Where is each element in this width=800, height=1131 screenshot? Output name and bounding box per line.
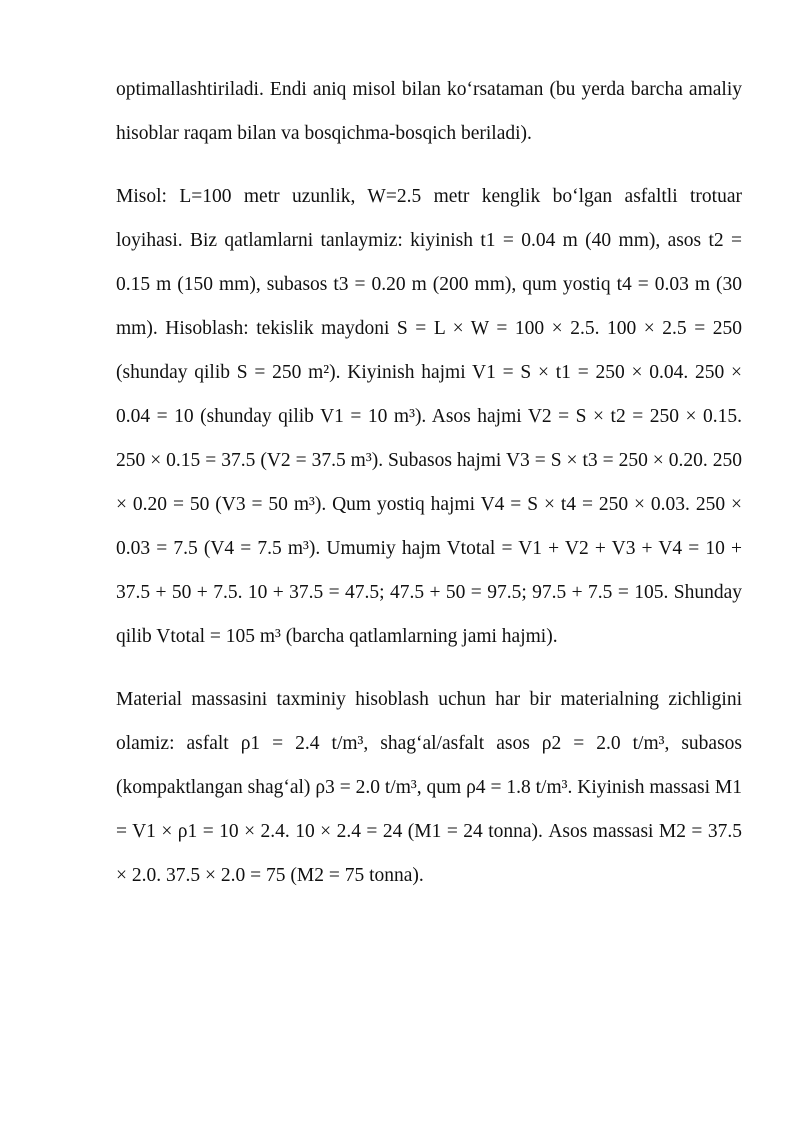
paragraph-material-mass: Material massasini taxminiy hisoblash uchun har bir materialning zichligini olamiz: asfalt ρ1 = 2.4 t/m³, shag‘al/asfalt asos ρ2 = 2.0 t/m³, subasos (kompaktlangan shag‘al) ρ3 = 2.0 t/m³, qum ρ4 = 1.8 t/m³. Kiyinish massasi M1 = V1 × ρ1 = 10 × 2.4. 10 × 2.4 = 24 (M1 = 24 tonna). Asos massasi M2 = 37.5 × 2.0. 37.5 × 2.0 = 75 (M2 = 75 tonna).	[116, 689, 742, 886]
paragraph-example-volumes: Misol: L=100 metr uzunlik, W=2.5 metr kenglik bo‘lgan asfaltli trotuar loyihasi. Biz qatlamlarni tanlaymiz: kiyinish t1 = 0.04 m (40 mm), asos t2 = 0.15 m (150 mm), subasos t3 = 0.20 m (200 mm), qum yostiq t4 = 0.03 m (30 mm). Hisoblash: tekislik maydoni S = L × W = 100 × 2.5. 100 × 2.5 = 250 (shunday qilib S = 250 m²). Kiyinish hajmi V1 = S × t1 = 250 × 0.04. 250 × 0.04 = 10 (shunday qilib V1 = 10 m³). Asos hajmi V2 = S × t2 = 250 × 0.15. 250 × 0.15 = 37.5 (V2 = 37.5 m³). Subasos hajmi V3 = S × t3 = 250 × 0.20. 250 × 0.20 = 50 (V3 = 50 m³). Qum yostiq hajmi V4 = S × t4 = 250 × 0.03. 250 × 0.03 = 7.5 (V4 = 7.5 m³). Umumiy hajm Vtotal = V1 + V2 + V3 + V4 = 10 + 37.5 + 50 + 7.5. 10 + 37.5 = 47.5; 47.5 + 50 = 97.5; 97.5 + 7.5 = 105. Shunday qilib Vtotal = 105 m³ (barcha qatlamlarning jami hajmi).	[116, 186, 742, 647]
paragraph-intro: optimallashtiriladi. Endi aniq misol bilan ko‘rsataman (bu yerda barcha amaliy hisoblar raqam bilan va bosqichma-bosqich beriladi).	[116, 79, 742, 144]
document-body	[116, 68, 742, 917]
